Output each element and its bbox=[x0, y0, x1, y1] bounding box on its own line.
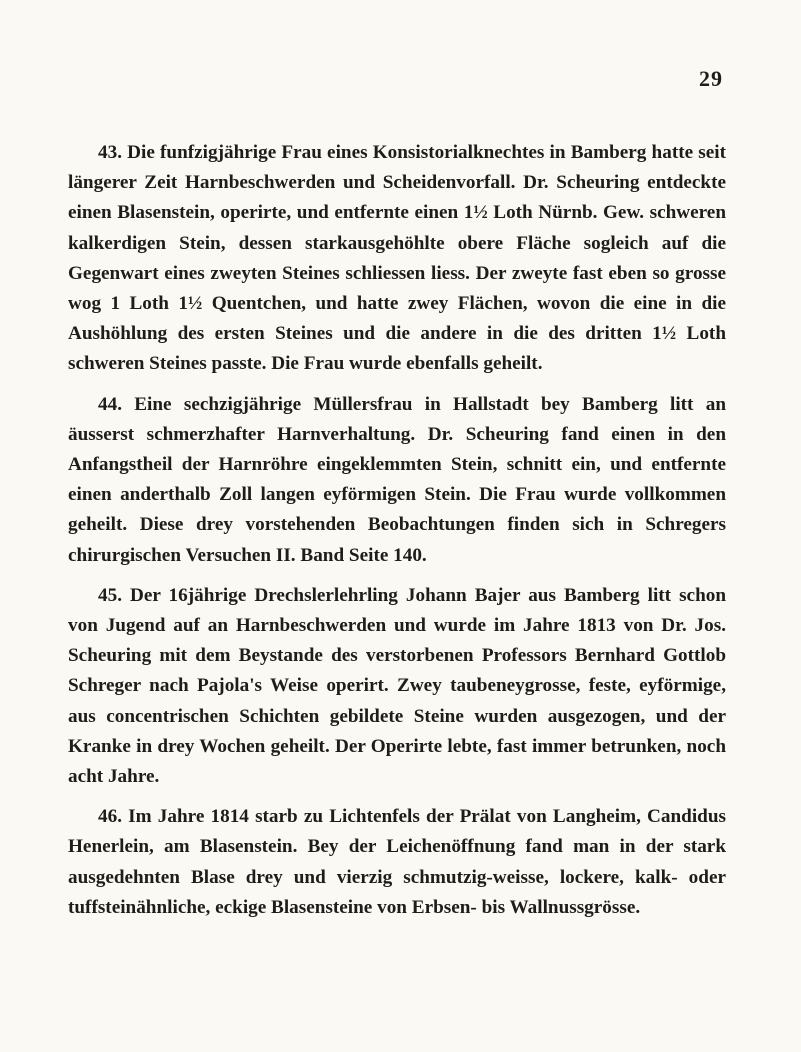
text-column bbox=[68, 138, 726, 923]
paragraph-46: 46. Im Jahre 1814 starb zu Lichtenfels der Prälat von Langheim, Candidus Henerlein, am Blasenstein. Bey der Leichenöffnung fand man in der stark ausgedehnten Blase drey und vierzig schmutzig-weisse, lockere, kalk- oder tuffsteinähnliche, eckige Blasensteine von Erbsen- bis Wallnussgrösse. bbox=[68, 806, 726, 918]
paragraph-43: 43. Die funfzigjährige Frau eines Konsistorialknechtes in Bamberg hatte seit längerer Zeit Harnbeschwerden und Scheidenvorfall. Dr. Scheuring entdeckte einen Blasenstein, operirte, und entfernte einen 1½ Loth Nürnb. Gew. schweren kalkerdigen Stein, dessen starkausgehöhlte obere Fläche sogleich auf die Gegenwart eines zweyten Steines schliessen liess. Der zweyte fast eben so grosse wog 1 Loth 1½ Quentchen, und hatte zwey Flächen, wovon die eine in die Aushöhlung des ersten Steines und die andere in die des dritten 1½ Loth schweren Steines passte. Die Frau wurde ebenfalls geheilt. bbox=[68, 142, 726, 375]
paragraph-45: 45. Der 16jährige Drechslerlehrling Johann Bajer aus Bamberg litt schon von Jugend auf an Harnbeschwerden und wurde im Jahre 1813 von Dr. Jos. Scheuring mit dem Beystande des verstorbenen Professors Bernhard Gottlob Schreger nach Pajola's Weise operirt. Zwey taubeneygrosse, feste, eyförmige, aus concentrischen Schichten gebildete Steine wurden ausgezogen, und der Kranke in drey Wochen geheilt. Der Operirte lebte, fast immer betrunken, noch acht Jahre. bbox=[68, 584, 726, 788]
paragraph-44: 44. Eine sechzigjährige Müllersfrau in Hallstadt bey Bamberg litt an äusserst schmerzhafter Harnverhaltung. Dr. Scheuring fand einen in den Anfangstheil der Harnröhre eingeklemmten Stein, schnitt ein, und entfernte einen anderthalb Zoll langen eyförmigen Stein. Die Frau wurde vollkommen geheilt. Diese drey vorstehenden Beobachtungen finden sich in Schregers chirurgischen Versuchen II. Band Seite 140. bbox=[68, 393, 726, 566]
page-number: 29 bbox=[699, 66, 723, 91]
